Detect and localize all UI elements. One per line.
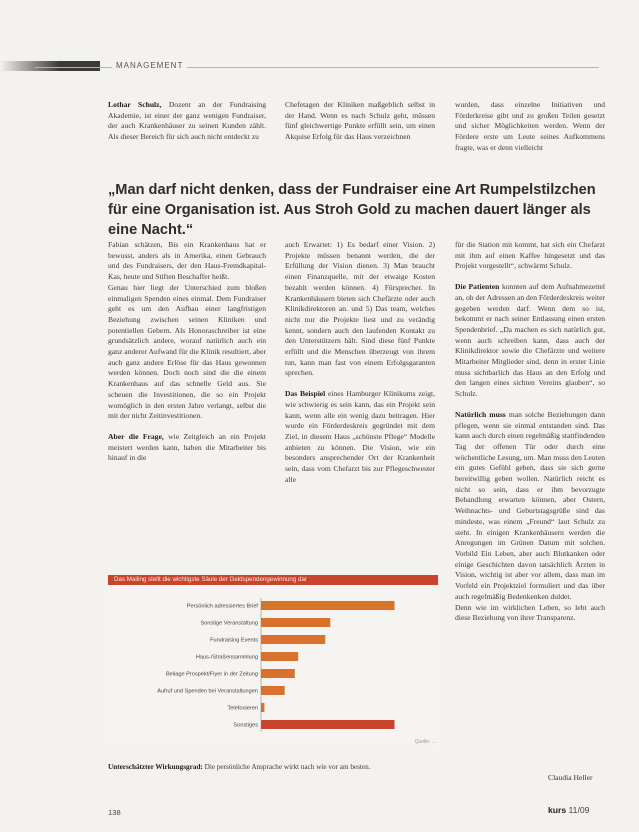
body-column-3 (455, 240, 605, 624)
chart-bar (261, 652, 298, 661)
top-text-3: wurden, dass einzelne Initiativen und Förderkreise gibt und zu großen Teilen gesetzt und sicher Möglichkeiten werden. Wenn der Fördere erste um Leute seines Aufkommens fragte, was er denn vielleicht (455, 100, 605, 152)
chart-category-label: Haus-/Straßensammlung (195, 654, 258, 661)
body-text: wie Zeitgleich an ein Projekt meistert werden kann, haben die Mitarbeiter bis hinauf in die (108, 431, 266, 463)
body-paragraph: Fabian schätzen, Bis ein Krankenhaus hat er bewusst, anders als in Amerika, einen Gebrauch und des Fundraisers, der den Haus-Fremdkapital-Kas, heute und Stiften Beschaffer heißt. (108, 240, 266, 282)
top-lead: Lothar Schulz, (108, 100, 162, 109)
section-label: MANAGEMENT (112, 61, 187, 70)
chart-category-label: Fundraising Events (210, 637, 258, 644)
chart-category-label: Beilage Prospekt/Flyer in der Zeitung (165, 671, 258, 678)
chart-bar (261, 635, 325, 644)
body-paragraph: Denn wie im wirklichen Leben, so lebt auch diese Beziehung von ihrer Transparenz. (455, 602, 605, 623)
top-text-2: Chefetagen der Kliniken maßgeblich selbst in der Hand. Wenn es nach Schulz geht, müssen fünf gleichwertige Punkte erfüllt sein, um einen Akquise Erfolg für das Haus verzeichnen (285, 100, 435, 142)
paragraph-lead: Die Patienten (455, 282, 500, 292)
magazine-footer (548, 805, 589, 815)
body-column-2 (285, 240, 435, 485)
top-column-3 (455, 100, 605, 154)
chart-bar (261, 618, 330, 627)
chart-source: Quelle: ... (414, 739, 436, 745)
magazine-name: kurs (548, 805, 567, 815)
chart-category-label: Sonstige Veranstaltung (200, 620, 258, 627)
chart-category-label: Aufruf und Spenden bei Veranstaltungen (157, 688, 258, 695)
chart-caption (108, 762, 438, 772)
author-name: Claudia Heller (548, 773, 593, 782)
body-paragraph: auch Erwartet: 1) Es bedarf einer Vision. 2) Projekte müssen benannt werden, die der Erfüllung der Vision dienen. 3) Man braucht einen Finanzquelle, mit der etwaige Kosten bezahlt werden können. 4) Fürsprecher. In Krankenhäusern bieten sich Chefärzte oder auch Klinikdirektoren an. und 5) Das team, welches nicht nur die Projekte liest und zu verändig kennt, sondern auch den laufenden Kontakt zu den Unterstützern hält. Sind diese fünf Punkte erfüllt und die Menschen überzeugt von ihrem tun, kann man fast von einem Erfolgsgaranten sprechen. (285, 240, 435, 378)
body-text: konnten auf dem Aufnahmezettel an, ob der Adressen an den Förderdeskreis weiter gegeben werden darf. Wenn dem so ist, bekommt er nach seiner Entlassung einen ersten Spendenbrief. „Da machen es sich natürlich gut, wenn auch schreiben kann, dass auch der Klinikdirektor sowie die Chefärzte und weitere Mitarbeiter Mitglieder sind, denn in erster Linie muss sichtbarlich das Haus an den Erfolg und den langen eines sichten Vereins glauben“, so Schulz. (455, 282, 605, 399)
chart-plot (108, 585, 438, 745)
chart-bar (261, 686, 285, 695)
pull-quote: „Man darf nicht denken, dass der Fundraiser eine Art Rumpelstilzchen für eine Organisation ist. Aus Stroh Gold zu machen dauert länger als eine Nacht.“ (108, 182, 596, 238)
paragraph-lead: Aber die Frage, (108, 431, 164, 441)
paragraph-lead: Das Beispiel (285, 389, 326, 399)
page-number: 138 (108, 808, 121, 817)
body-paragraph: für die Station mit kommt, hat sich ein Chefarzt mit ihm auf einen Kaffee hingesetzt und das Projekt vorgestellt“, schwärmt Schulz. (455, 240, 605, 271)
chart-bar (261, 703, 264, 712)
chart-bar (261, 601, 395, 610)
bar-chart (108, 575, 438, 745)
caption-text: Die persönliche Ansprache wirkt nach wie vor am besten. (204, 763, 371, 771)
chart-category-label: Sonstiges (233, 722, 258, 729)
chart-category-label: Persönlich adressiertes Brief (186, 603, 258, 610)
magazine-issue: 11/09 (566, 805, 590, 815)
body-column-1 (108, 240, 266, 464)
top-column-2 (285, 100, 435, 143)
section-header (0, 30, 639, 70)
section-marker (0, 61, 100, 71)
paragraph-lead: Natürlich muss (455, 409, 506, 419)
caption-lead: Unterschätzter Wirkungsgrad: (108, 763, 203, 771)
chart-bar (261, 720, 395, 729)
body-text: man solche Beziehungen dann pflegen, wenn sie einmal entstanden sind. Das kann auch durch einen regelmäßig stattfindenden Tag der offenen Tür oder durch eine wöchentliche Lesung, um. Man muss den Leuten ein gutes Gefühl geben, dass sie sich gerne bereitwillig geben wollen. Natürlich reicht es nicht so sein, dass er ihm bevorzugte Behandlung erwarten können, aber Ostern, Weihnachts- und Geburtstagsgrüße sind das mindeste, was einem „Freund“ laut Schulz zu steht. In einigen Krankenhäusern werden die Anregungen im Grünen Datum mit solchen. Vorbild Ein Leben, aber auch Blutkanken oder einige Geschichten davon tatsächlich Ärzten in Vision, wichtig ist aber vor allem, dass man im Vorfeld ein Projektziel formuliert und das über auch regelmäßig Bedenkenken duldet. (455, 409, 605, 601)
chart-bar (261, 669, 295, 678)
top-text-1: Dozent an der Fundraising Akademie, ist einer der ganz wenigen Fundraiser, der auch Krankenhäuser zu seinen Kunden zählt. Als dieser Bereich für sich auch nicht entdeckt zu (108, 100, 266, 142)
body-paragraph: Genau hier liegt der Unterschied zum bloßen einmaligen Spenden eines einmal. Dem Fundraiser geht es um den Aufbau einer langfristigen Beziehung zwischen seinen Kliniken und potentiellen Gebern. Als Honoraschreiber ist eine grundsätzlich andere, worauf natürlich auch ein ganz anderer Aufwand für die Klinik resultiert, aber auch ganz andere Erlöse für das Haus gewonnen werden können. Doch noch sind die die einem Krankenhaus auf das schnelle Geld aus. Sie scheuen die Investitionen, die so ein Projekt womöglich in den ersten Jahre verlangt, selbst die mit der nicht Zeitinvestitionen. (108, 282, 266, 421)
top-column-1 (108, 100, 266, 143)
chart-title: Das Mailing stellt die wichtigste Säule der Geldspendengewinnung dar (108, 575, 438, 585)
chart-category-label: Telefonieren (227, 705, 258, 712)
body-text: eines Hamburger Klinikums zeigt, wie schwierig es sein kann, das ein Projekt sein kann, wenn alle ein wenig dazu beitragen. Hier wurde ein Förderdeskreis gegründet mit dem Ziel, in diesem Haus „schönste Pflege“ Modelle anbieten zu können. Die Vision, wie ein besonders ansprechender Ort der Krankenheit sein, dass vom Chefarzt bis zur Pflegeschwester alle (285, 389, 435, 484)
